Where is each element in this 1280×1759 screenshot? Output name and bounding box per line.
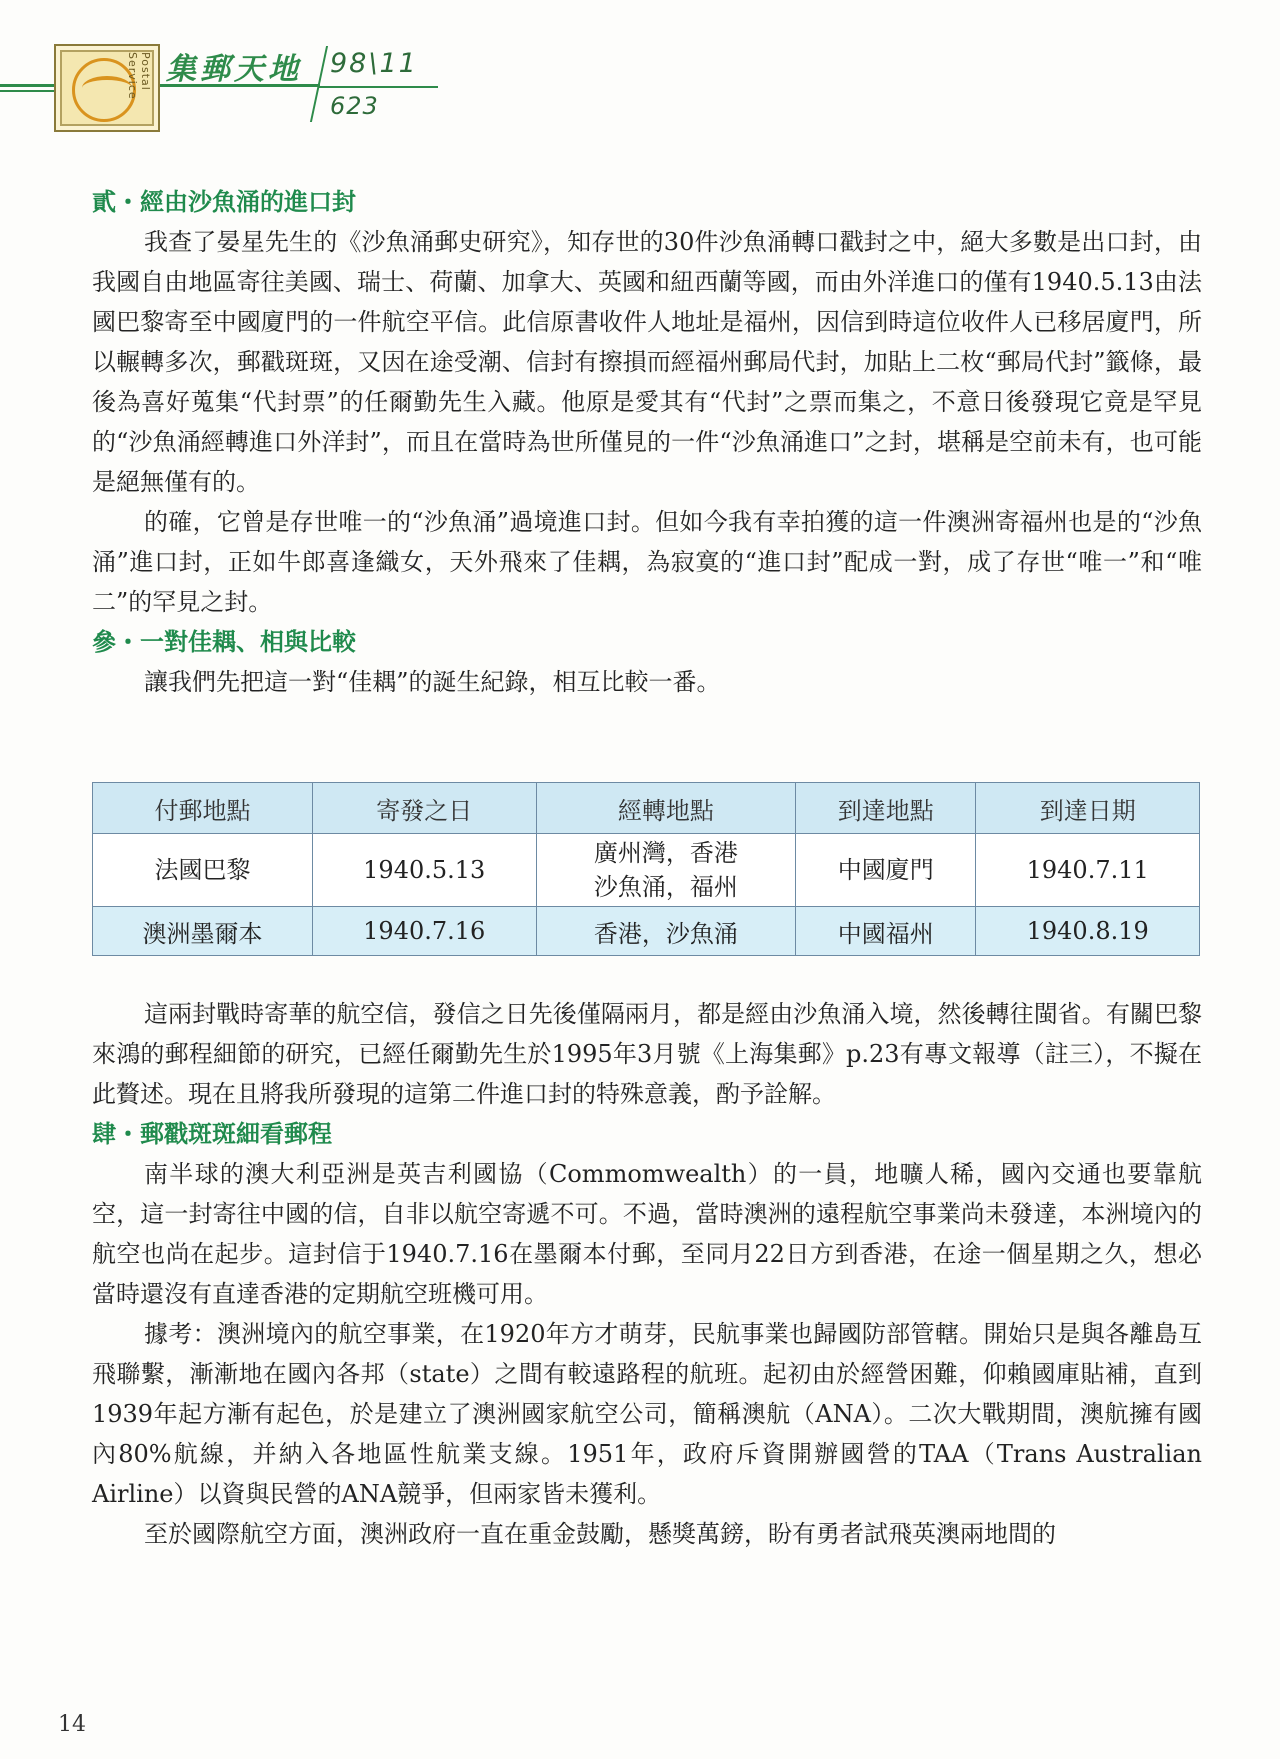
- paragraph: 據考：澳洲境內的航空事業，在1920年方才萌芽，民航事業也歸國防部管轄。開始只是與各離島互飛聯繫，漸漸地在國內各邦（state）之間有較遠路程的航班。起初由於經營困難，仰賴國庫貼補，直到1939年起方漸有起色，於是建立了澳洲國家航空公司，簡稱澳航（ANA）。二次大戰期間，澳航擁有國內80%航線，并納入各地區性航業支線。1951年，政府斥資開辦國營的TAA（Trans Australian Airline）以資與民營的ANA競爭，但兩家皆未獲利。: [92, 1320, 1202, 1508]
- column-header: 到達日期: [976, 783, 1200, 834]
- column-header: 寄發之日: [312, 783, 536, 834]
- comparison-table: [92, 782, 1200, 956]
- cell-destination: 中國廈門: [796, 834, 976, 907]
- postal-service-logo: [54, 44, 160, 132]
- page-header: [0, 0, 1280, 150]
- table-row: [93, 907, 1200, 956]
- transit-line: 沙魚涌，福州: [593, 873, 738, 901]
- paragraph: 這兩封戰時寄華的航空信，發信之日先後僅隔兩月，都是經由沙魚涌入境，然後轉往閩省。有關巴黎來鴻的郵程細節的研究，已經任爾勤先生於1995年3月號《上海集郵》p.23有專文報導（註三），不擬在此贅述。現在且將我所發現的這第二件進口封的特殊意義，酌予詮解。: [92, 1000, 1202, 1108]
- issue-number: 623: [330, 92, 379, 120]
- section-heading-2: 貳・經由沙魚涌的進口封: [92, 188, 356, 216]
- cell-sent: 1940.7.16: [312, 907, 536, 956]
- cell-sent: 1940.5.13: [312, 834, 536, 907]
- logo-text: Postal Service: [126, 52, 152, 100]
- section-heading-4: 肆・郵戳斑斑細看郵程: [92, 1120, 332, 1148]
- table-row: [93, 834, 1200, 907]
- cell-origin: 澳洲墨爾本: [93, 907, 313, 956]
- article-body-top: [92, 182, 1202, 702]
- transit-line: 廣州灣，香港: [593, 839, 738, 867]
- issue-date: 98\11: [330, 48, 418, 79]
- paragraph: 讓我們先把這一對“佳耦”的誕生紀錄，相互比較一番。: [144, 668, 721, 696]
- paragraph: 至於國際航空方面，澳洲政府一直在重金鼓勵，懸獎萬鎊，盼有勇者試飛英澳兩地間的: [144, 1520, 1056, 1548]
- paragraph: 我查了晏星先生的《沙魚涌郵史研究》，知存世的30件沙魚涌轉口戳封之中，絕大多數是出口封，由我國自由地區寄往美國、瑞士、荷蘭、加拿大、英國和紐西蘭等國，而由外洋進口的僅有1940.5.13由法國巴黎寄至中國廈門的一件航空平信。此信原書收件人地址是福州，因信到時這位收件人已移居廈門，所以輾轉多次，郵戳斑斑，又因在途受潮、信封有擦損而經福州郵局代封，加貼上二枚“郵局代封”籤條，最後為喜好蒐集“代封票”的任爾勤先生入藏。他原是愛其有“代封”之票而集之，不意日後發現它竟是罕見的“沙魚涌經轉進口外洋封”，而且在當時為世所僅見的一件“沙魚涌進口”之封，堪稱是空前未有，也可能是絕無僅有的。: [92, 228, 1202, 496]
- magazine-title: 集郵天地: [166, 52, 302, 87]
- paragraph: 南半球的澳大利亞洲是英吉利國協（Commomwealth）的一員，地曠人稀，國內交通也要靠航空，這一封寄往中國的信，自非以航空寄遞不可。不過，當時澳洲的遠程航空事業尚未發達，本洲境內的航空也尚在起步。這封信于1940.7.16在墨爾本付郵，至同月22日方到香港，在途一個星期之久，想必當時還沒有直達香港的定期航空班機可用。: [92, 1160, 1202, 1308]
- cell-destination: 中國福州: [796, 907, 976, 956]
- table-header-row: [93, 783, 1200, 834]
- issue-underline: [318, 86, 438, 88]
- cell-transit: 香港，沙魚涌: [536, 907, 796, 956]
- section-heading-3: 參・一對佳耦、相與比較: [92, 628, 356, 656]
- article-body-bottom: [92, 994, 1202, 1554]
- page-number: 14: [58, 1712, 86, 1737]
- cell-arrival: 1940.8.19: [976, 907, 1200, 956]
- column-header: 到達地點: [796, 783, 976, 834]
- cell-origin: 法國巴黎: [93, 834, 313, 907]
- logo-wave-icon: [82, 76, 132, 100]
- cell-arrival: 1940.7.11: [976, 834, 1200, 907]
- column-header: 付郵地點: [93, 783, 313, 834]
- column-header: 經轉地點: [536, 783, 796, 834]
- cell-transit: [536, 834, 796, 907]
- paragraph: 的確，它曾是存世唯一的“沙魚涌”過境進口封。但如今我有幸拍獲的這一件澳洲寄福州也是的“沙魚涌”進口封，正如牛郎喜逢織女，天外飛來了佳耦，為寂寞的“進口封”配成一對，成了存世“唯一”和“唯二”的罕見之封。: [92, 508, 1202, 616]
